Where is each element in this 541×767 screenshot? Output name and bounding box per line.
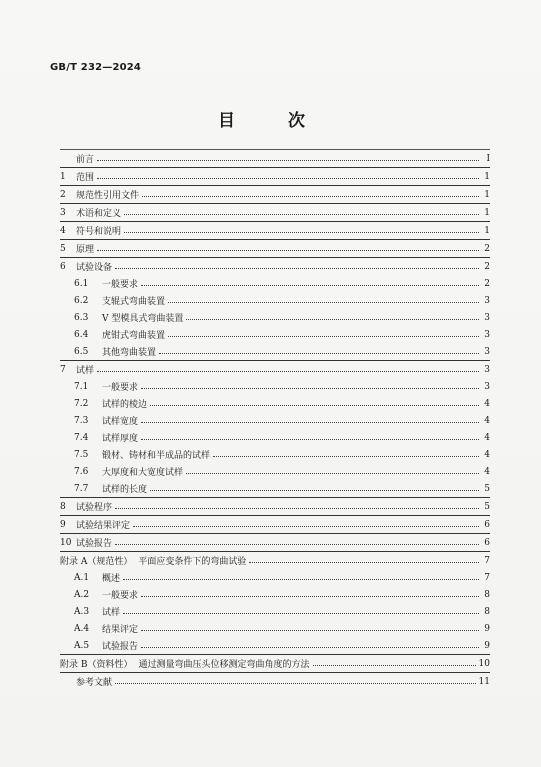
toc-leader-dots [141,422,479,423]
toc-entry-page: 9 [484,640,490,651]
toc-entry-number: A.3 [74,606,90,617]
toc-entry-number: A.4 [74,623,90,634]
table-of-contents [60,149,490,690]
toc-entry-page: 3 [484,346,490,357]
toc-entry-s6-3[interactable] [60,309,490,326]
toc-entry-label: 试样的长度 [102,485,148,495]
toc-entry-label: 其他弯曲装置 [102,348,157,358]
toc-entry-page: 1 [484,171,490,182]
toc-entry-label: 试样的棱边 [102,400,148,410]
toc-entry-page: 7 [484,572,490,583]
toc-entry-label: 试验程序 [76,503,113,513]
toc-entry-label: 锻材、铸材和半成品的试样 [102,451,211,461]
toc-entry-number: 5 [60,243,66,254]
toc-entry-label: 规范性引用文件 [76,191,140,201]
toc-entry-number: A.1 [74,572,90,583]
toc-entry-label: 原理 [76,245,95,255]
toc-entry-s2[interactable] [60,186,490,203]
toc-leader-dots [97,371,479,372]
toc-entry-page: 2 [484,243,490,254]
toc-entry-number: 3 [60,207,66,218]
toc-entry-s7[interactable] [60,361,490,378]
toc-leader-dots [186,473,479,474]
toc-entry-number: 7.1 [74,381,89,392]
toc-entry-page: 8 [484,606,490,617]
toc-entry-page: 3 [484,312,490,323]
toc-leader-dots [213,456,479,457]
toc-entry-s7-1[interactable] [60,378,490,395]
toc-leader-dots [141,630,479,631]
standard-code: GB/T 232—2024 [50,62,142,73]
toc-leader-dots [115,544,479,545]
toc-entry-number: 7.6 [74,466,89,477]
toc-entry-label: 试验结果评定 [76,521,131,531]
toc-entry-label: 前言 [76,155,95,165]
toc-entry-a3[interactable] [60,603,490,620]
toc-entry-page: 9 [484,623,490,634]
toc-leader-dots [168,336,479,337]
toc-entry-a4[interactable] [60,620,490,637]
toc-entry-refs[interactable] [60,673,490,690]
toc-entry-number: 1 [60,171,66,182]
toc-entry-page: 4 [484,466,490,477]
toc-entry-page: 10 [478,658,490,669]
toc-entry-page: 5 [484,483,490,494]
toc-entry-s6[interactable] [60,258,490,275]
toc-entry-label: 术语和定义 [76,209,122,219]
toc-leader-dots [141,439,479,440]
toc-leader-dots [141,647,479,648]
toc-entry-label: V 型模具式弯曲装置 [102,314,184,324]
toc-entry-label: 一般要求 [102,591,139,601]
toc-leader-dots [115,268,479,269]
toc-entry-s7-2[interactable] [60,395,490,412]
toc-entry-number: 附录 B（资料性） [60,660,133,670]
toc-entry-label: 参考文献 [76,678,113,688]
toc-entry-label: 试样 [102,608,121,618]
toc-entry-number: 7.2 [74,398,89,409]
toc-entry-page: 4 [484,449,490,460]
toc-entry-s6-5[interactable] [60,343,490,360]
toc-entry-label: 平面应变条件下的弯曲试验 [138,557,247,567]
toc-entry-page: 5 [484,501,490,512]
toc-leader-dots [124,232,479,233]
toc-leader-dots [249,562,479,563]
toc-entry-label: 符号和说明 [76,227,122,237]
toc-entry-number: 9 [60,519,66,530]
toc-leader-dots [124,214,479,215]
toc-entry-s9[interactable] [60,516,490,533]
toc-entry-page: 4 [484,398,490,409]
toc-leader-dots [115,508,479,509]
toc-entry-label: 试样 [76,366,95,376]
toc-leader-dots [159,353,479,354]
toc-leader-dots [123,579,479,580]
toc-entry-s4[interactable] [60,222,490,239]
toc-entry-label: 概述 [102,574,121,584]
toc-entry-page: 1 [484,189,490,200]
toc-entry-a2[interactable] [60,586,490,603]
toc-leader-dots [141,388,479,389]
toc-entry-page: 7 [484,555,490,566]
toc-entry-label: 试样宽度 [102,417,139,427]
toc-entry-s8[interactable] [60,498,490,515]
toc-entry-label: 通过测量弯曲压头位移测定弯曲角度的方法 [138,660,310,670]
toc-leader-dots [168,302,479,303]
toc-entry-number: 7.4 [74,432,89,443]
toc-leader-dots [142,196,479,197]
toc-entry-appB[interactable] [60,655,490,672]
toc-entry-number: 7 [60,364,66,375]
toc-entry-label: 试验设备 [76,263,113,273]
toc-entry-s6-4[interactable] [60,326,490,343]
toc-leader-dots [97,178,479,179]
toc-entry-page: 4 [484,415,490,426]
toc-entry-number: A.2 [74,589,90,600]
toc-entry-label: 结果评定 [102,625,139,635]
toc-entry-number: 7.5 [74,449,89,460]
toc-entry-foreword[interactable] [60,150,490,167]
toc-entry-page: 3 [484,295,490,306]
toc-entry-page: 3 [484,329,490,340]
toc-entry-page: 8 [484,589,490,600]
toc-entry-s6-2[interactable] [60,292,490,309]
toc-entry-s6-1[interactable] [60,275,490,292]
toc-entry-number: 6.5 [74,346,89,357]
toc-leader-dots [97,250,479,251]
toc-entry-label: 一般要求 [102,383,139,393]
toc-entry-label: 范围 [76,173,95,183]
toc-entry-s1[interactable] [60,168,490,185]
toc-entry-page: 1 [484,225,490,236]
toc-entry-number: 6.2 [74,295,89,306]
toc-entry-page: 1 [484,207,490,218]
toc-entry-label: 支辊式弯曲装置 [102,297,166,307]
toc-leader-dots [186,319,479,320]
toc-entry-s3[interactable] [60,204,490,221]
toc-entry-s5[interactable] [60,240,490,257]
toc-entry-page: 11 [478,676,490,687]
toc-entry-a5[interactable] [60,637,490,654]
toc-leader-dots [141,285,479,286]
toc-leader-dots [133,526,479,527]
toc-entry-number: 4 [60,225,66,236]
toc-entry-page: 3 [484,364,490,375]
toc-entry-page: 2 [484,278,490,289]
toc-entry-number: 8 [60,501,66,512]
toc-entry-s7-3[interactable] [60,412,490,429]
toc-entry-number: 7.3 [74,415,89,426]
toc-entry-label: 大厚度和大宽度试样 [102,468,184,478]
toc-entry-label: 试验报告 [76,539,113,549]
toc-entry-number: 6.4 [74,329,89,340]
toc-entry-page: 3 [484,381,490,392]
toc-entry-label: 试验报告 [102,642,139,652]
toc-entry-s7-5[interactable] [60,446,490,463]
toc-leader-dots [313,665,476,666]
toc-entry-number: 7.7 [74,483,89,494]
toc-entry-page: 6 [484,519,490,530]
page-title: 目 次 [218,111,323,131]
toc-leader-dots [141,596,479,597]
toc-entry-s10[interactable] [60,534,490,551]
toc-entry-number: 10 [60,537,72,548]
toc-entry-number: A.5 [74,640,90,651]
toc-leader-dots [150,490,479,491]
toc-entry-a1[interactable] [60,569,490,586]
toc-entry-page: 6 [484,537,490,548]
toc-entry-page: 4 [484,432,490,443]
toc-entry-number: 附录 A（规范性） [60,557,133,567]
toc-entry-page: 2 [484,261,490,272]
toc-leader-dots [150,405,479,406]
toc-entry-number: 6.1 [74,278,89,289]
toc-leader-dots [123,613,479,614]
toc-entry-number: 2 [60,189,66,200]
toc-entry-number: 6.3 [74,312,89,323]
toc-entry-label: 虎钳式弯曲装置 [102,331,166,341]
toc-entry-s7-6[interactable] [60,463,490,480]
toc-entry-label: 一般要求 [102,280,139,290]
toc-entry-appA[interactable] [60,552,490,569]
toc-entry-number: 6 [60,261,66,272]
toc-entry-s7-4[interactable] [60,429,490,446]
toc-entry-label: 试样厚度 [102,434,139,444]
toc-leader-dots [115,683,476,684]
toc-leader-dots [97,160,479,161]
toc-entry-s7-7[interactable] [60,480,490,497]
toc-entry-page: Ⅰ [486,153,490,164]
